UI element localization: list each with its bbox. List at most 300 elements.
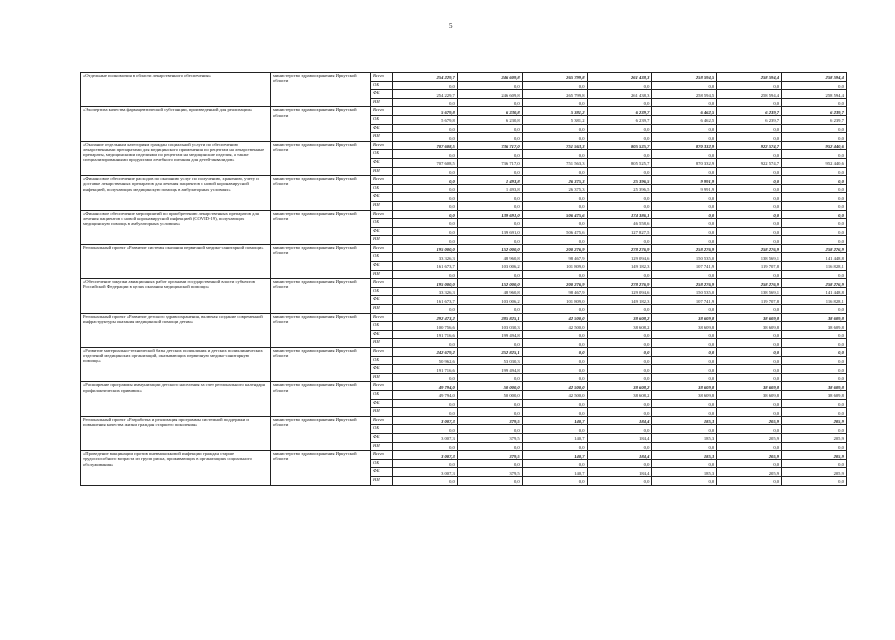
funding-source-label: ОБ [371, 425, 393, 434]
amount-cell: 0,0 [717, 150, 782, 159]
amount-cell: 0,0 [587, 330, 652, 339]
table-row [81, 313, 847, 322]
amount-cell: 0,0 [782, 408, 847, 417]
amount-cell: 0,0 [652, 408, 717, 417]
table-row [81, 451, 847, 460]
executor-name: министерство здравоохранения Иркутской области [271, 244, 371, 278]
amount-cell: 379,5 [457, 433, 522, 442]
amount-cell: 0,0 [393, 459, 458, 468]
amount-cell: 0,0 [782, 167, 847, 176]
amount-cell: 38 608,2 [587, 322, 652, 331]
amount-cell: 0,0 [587, 356, 652, 365]
amount-cell: 0,0 [652, 330, 717, 339]
funding-source-label: Всего [371, 416, 393, 425]
table-row [81, 141, 847, 150]
amount-cell: 0,0 [717, 227, 782, 236]
funding-source-label: ФБ [371, 227, 393, 236]
amount-cell: 38 609,8 [717, 382, 782, 391]
amount-cell: 174 386,1 [587, 210, 652, 219]
amount-cell: 0,0 [522, 459, 587, 468]
amount-cell: 140,7 [522, 416, 587, 425]
amount-cell: 0,0 [393, 184, 458, 193]
amount-cell: 0,0 [717, 459, 782, 468]
amount-cell: 9 991,9 [652, 176, 717, 185]
amount-cell: 185,3 [652, 468, 717, 477]
amount-cell: 0,0 [587, 476, 652, 485]
amount-cell: 258 594,4 [782, 90, 847, 99]
amount-cell: 0,0 [717, 373, 782, 382]
amount-cell: 0,0 [457, 150, 522, 159]
amount-cell: 278 276,9 [587, 279, 652, 288]
funding-source-label: НИ [371, 270, 393, 279]
funding-source-label: Всего [371, 141, 393, 150]
amount-cell: 0,0 [717, 167, 782, 176]
funding-source-label: ФБ [371, 468, 393, 477]
amount-cell: 150 535,0 [652, 253, 717, 262]
funding-source-label: Всего [371, 313, 393, 322]
amount-cell: 0,0 [457, 270, 522, 279]
amount-cell: 25 396,5 [587, 184, 652, 193]
amount-cell: 139 691,0 [457, 210, 522, 219]
amount-cell: 0,0 [522, 81, 587, 90]
amount-cell: 138 569,1 [717, 253, 782, 262]
amount-cell: 0,0 [587, 305, 652, 314]
executor-name: министерство здравоохранения Иркутской области [271, 210, 371, 244]
amount-cell: 0,0 [522, 201, 587, 210]
amount-cell: 736 717,0 [457, 158, 522, 167]
amount-cell: 0,0 [652, 459, 717, 468]
amount-cell: 127 827,5 [587, 227, 652, 236]
funding-source-label: Всего [371, 107, 393, 116]
amount-cell: 0,0 [522, 399, 587, 408]
amount-cell: 0,0 [652, 270, 717, 279]
amount-cell: 0,0 [587, 236, 652, 245]
funding-source-label: ФБ [371, 262, 393, 271]
amount-cell: 0,0 [393, 81, 458, 90]
amount-cell: 185,3 [652, 433, 717, 442]
amount-cell: 0,0 [717, 476, 782, 485]
amount-cell: 736 717,0 [457, 141, 522, 150]
funding-source-label: ФБ [371, 433, 393, 442]
amount-cell: 0,0 [587, 373, 652, 382]
measure-name: «Финансовое обеспечение мероприятий по приобретению лекарственных препаратов для лечения пациентов с новой коронавирусной инфекцией (COVID-19), получающих медицинскую помощь в амбулаторных условиях» [81, 210, 271, 244]
amount-cell: 6 239,7 [717, 115, 782, 124]
amount-cell: 0,0 [717, 442, 782, 451]
amount-cell: 185,3 [652, 416, 717, 425]
amount-cell: 379,5 [457, 468, 522, 477]
amount-cell: 0,0 [522, 98, 587, 107]
measure-name: «Экспертиза качества фармацевтической субстанции, произведенной для реализации» [81, 107, 271, 141]
amount-cell: 0,0 [587, 81, 652, 90]
funding-source-label: НИ [371, 408, 393, 417]
amount-cell: 258 276,9 [782, 244, 847, 253]
amount-cell: 0,0 [652, 219, 717, 228]
amount-cell: 38 608,2 [587, 382, 652, 391]
amount-cell: 0,0 [717, 210, 782, 219]
amount-cell: 258 594,5 [652, 90, 717, 99]
amount-cell: 292 473,2 [393, 313, 458, 322]
amount-cell: 0,0 [522, 236, 587, 245]
amount-cell: 5 679,8 [393, 107, 458, 116]
amount-cell: 33 326,3 [393, 287, 458, 296]
amount-cell: 0,0 [522, 305, 587, 314]
amount-cell: 48 960,8 [457, 287, 522, 296]
table-row [81, 107, 847, 116]
amount-cell: 952 440,6 [782, 141, 847, 150]
amount-cell: 1 493,8 [457, 176, 522, 185]
amount-cell: 0,0 [393, 305, 458, 314]
funding-source-label: НИ [371, 201, 393, 210]
amount-cell: 0,0 [457, 133, 522, 142]
amount-cell: 751 563,3 [522, 158, 587, 167]
amount-cell: 751 563,3 [522, 141, 587, 150]
amount-cell: 0,0 [522, 442, 587, 451]
amount-cell: 184,4 [587, 451, 652, 460]
measure-name: Региональный проект «Развитие детского здравоохранения, включая создание современной инфраструктуры оказания медицинской помощи детям» [81, 313, 271, 347]
amount-cell: 0,0 [587, 408, 652, 417]
amount-cell: 0,0 [782, 373, 847, 382]
amount-cell: 42 500,0 [522, 313, 587, 322]
amount-cell: 0,0 [782, 201, 847, 210]
amount-cell: 0,0 [717, 201, 782, 210]
amount-cell: 141 448,8 [782, 287, 847, 296]
table-row [81, 348, 847, 357]
amount-cell: 0,0 [587, 399, 652, 408]
amount-cell: 0,0 [717, 184, 782, 193]
amount-cell: 1 493,8 [457, 184, 522, 193]
funding-source-label: НИ [371, 133, 393, 142]
page-number: 5 [449, 22, 453, 30]
amount-cell: 258 594,4 [717, 90, 782, 99]
amount-cell: 49 794,0 [393, 390, 458, 399]
amount-cell: 0,0 [522, 133, 587, 142]
amount-cell: 0,0 [393, 408, 458, 417]
amount-cell: 805 525,7 [587, 158, 652, 167]
executor-name: министерство здравоохранения Иркутской области [271, 107, 371, 141]
amount-cell: 0,0 [717, 348, 782, 357]
amount-cell: 149 182,3 [587, 296, 652, 305]
amount-cell: 152 000,0 [457, 279, 522, 288]
funding-source-label: Всего [371, 73, 393, 82]
funding-source-label: ФБ [371, 90, 393, 99]
amount-cell: 0,0 [782, 425, 847, 434]
amount-cell: 0,0 [393, 270, 458, 279]
funding-source-label: НИ [371, 167, 393, 176]
funding-source-label: ОБ [371, 459, 393, 468]
amount-cell: 6 230,8 [457, 115, 522, 124]
amount-cell: 258 594,4 [782, 73, 847, 82]
amount-cell: 42 500,0 [522, 382, 587, 391]
amount-cell: 33 326,3 [393, 253, 458, 262]
amount-cell: 258 594,5 [652, 73, 717, 82]
funding-source-label: ОБ [371, 253, 393, 262]
amount-cell: 0,0 [782, 270, 847, 279]
amount-cell: 805 525,7 [587, 141, 652, 150]
amount-cell: 5 679,8 [393, 115, 458, 124]
amount-cell: 6 239,7 [782, 115, 847, 124]
amount-cell: 184,4 [587, 433, 652, 442]
executor-name: министерство здравоохранения Иркутской области [271, 279, 371, 313]
amount-cell: 42 500,0 [522, 322, 587, 331]
amount-cell: 98 467,9 [522, 253, 587, 262]
amount-cell: 191 716,6 [393, 365, 458, 374]
amount-cell: 0,0 [522, 356, 587, 365]
amount-cell: 0,0 [652, 236, 717, 245]
amount-cell: 205,9 [782, 433, 847, 442]
amount-cell: 0,0 [782, 330, 847, 339]
amount-cell: 0,0 [457, 167, 522, 176]
amount-cell: 185,3 [652, 451, 717, 460]
funding-source-label: НИ [371, 373, 393, 382]
amount-cell: 6 239,7 [587, 107, 652, 116]
amount-cell: 0,0 [782, 176, 847, 185]
amount-cell: 5 381,2 [522, 107, 587, 116]
amount-cell: 0,0 [782, 98, 847, 107]
amount-cell: 199 494,8 [457, 365, 522, 374]
amount-cell: 0,0 [782, 219, 847, 228]
amount-cell: 0,0 [652, 124, 717, 133]
amount-cell: 0,0 [393, 201, 458, 210]
amount-cell: 53 030,3 [457, 356, 522, 365]
amount-cell: 0,0 [522, 193, 587, 202]
executor-name: министерство здравоохранения Иркутской области [271, 451, 371, 485]
amount-cell: 0,0 [782, 184, 847, 193]
amount-cell: 6 239,7 [587, 115, 652, 124]
amount-cell: 119 707,8 [717, 296, 782, 305]
amount-cell: 254 229,7 [393, 90, 458, 99]
amount-cell: 0,0 [522, 348, 587, 357]
amount-cell: 246 609,8 [457, 90, 522, 99]
amount-cell: 205,9 [717, 468, 782, 477]
amount-cell: 26 375,3 [522, 176, 587, 185]
amount-cell: 0,0 [393, 476, 458, 485]
amount-cell: 0,0 [717, 305, 782, 314]
amount-cell: 0,0 [393, 133, 458, 142]
amount-cell: 42 500,0 [522, 390, 587, 399]
amount-cell: 6 230,8 [457, 107, 522, 116]
measure-name: Региональный проект «Развитие системы оказания первичной медико-санитарной помощи» [81, 244, 271, 278]
amount-cell: 100 756,6 [393, 322, 458, 331]
amount-cell: 46 558,6 [587, 219, 652, 228]
amount-cell: 0,0 [587, 348, 652, 357]
amount-cell: 0,0 [457, 476, 522, 485]
funding-source-label: НИ [371, 236, 393, 245]
amount-cell: 6 462,5 [652, 107, 717, 116]
amount-cell: 0,0 [393, 399, 458, 408]
amount-cell: 98 467,9 [522, 287, 587, 296]
amount-cell: 0,0 [652, 227, 717, 236]
executor-name: министерство здравоохранения Иркутской области [271, 176, 371, 210]
amount-cell: 0,0 [587, 365, 652, 374]
amount-cell: 0,0 [782, 227, 847, 236]
funding-source-label: НИ [371, 98, 393, 107]
amount-cell: 0,0 [652, 365, 717, 374]
amount-cell: 0,0 [522, 373, 587, 382]
funding-source-label: ОБ [371, 81, 393, 90]
amount-cell: 0,0 [522, 365, 587, 374]
amount-cell: 0,0 [587, 98, 652, 107]
amount-cell: 0,0 [522, 425, 587, 434]
funding-source-label: ФБ [371, 296, 393, 305]
funding-source-label: НИ [371, 442, 393, 451]
executor-name: министерство здравоохранения Иркутской области [271, 382, 371, 416]
amount-cell: 0,0 [782, 236, 847, 245]
amount-cell: 0,0 [457, 236, 522, 245]
amount-cell: 191 716,6 [393, 330, 458, 339]
amount-cell: 38 609,8 [717, 313, 782, 322]
amount-cell: 116 828,1 [782, 262, 847, 271]
amount-cell: 258 276,9 [717, 279, 782, 288]
amount-cell: 0,0 [717, 339, 782, 348]
amount-cell: 0,0 [652, 399, 717, 408]
amount-cell: 0,0 [587, 124, 652, 133]
amount-cell: 0,0 [522, 124, 587, 133]
amount-cell: 0,0 [587, 201, 652, 210]
funding-source-label: ОБ [371, 322, 393, 331]
amount-cell: 0,0 [652, 210, 717, 219]
amount-cell: 184,4 [587, 416, 652, 425]
executor-name: министерство здравоохранения Иркутской области [271, 73, 371, 107]
amount-cell: 205,9 [782, 416, 847, 425]
funding-source-label: Всего [371, 279, 393, 288]
amount-cell: 200 276,9 [522, 244, 587, 253]
amount-cell: 3 007,3 [393, 468, 458, 477]
funding-source-label: ФБ [371, 399, 393, 408]
amount-cell: 0,0 [717, 365, 782, 374]
executor-name: министерство здравоохранения Иркутской области [271, 141, 371, 175]
amount-cell: 0,0 [522, 270, 587, 279]
amount-cell: 0,0 [782, 459, 847, 468]
amount-cell: 0,0 [717, 356, 782, 365]
amount-cell: 0,0 [457, 305, 522, 314]
amount-cell: 48 960,8 [457, 253, 522, 262]
amount-cell: 0,0 [522, 219, 587, 228]
amount-cell: 140,7 [522, 433, 587, 442]
amount-cell: 26 375,3 [522, 184, 587, 193]
amount-cell: 0,0 [782, 81, 847, 90]
amount-cell: 0,0 [782, 356, 847, 365]
table-row [81, 210, 847, 219]
amount-cell: 38 609,8 [782, 313, 847, 322]
financing-table [80, 72, 847, 486]
funding-source-label: Всего [371, 244, 393, 253]
amount-cell: 0,0 [393, 219, 458, 228]
amount-cell: 0,0 [652, 442, 717, 451]
amount-cell: 0,0 [522, 476, 587, 485]
amount-cell: 25 396,5 [587, 176, 652, 185]
funding-source-label: ФБ [371, 193, 393, 202]
amount-cell: 0,0 [717, 399, 782, 408]
amount-cell: 0,0 [652, 167, 717, 176]
amount-cell: 0,0 [393, 236, 458, 245]
table-row [81, 279, 847, 288]
amount-cell: 0,0 [457, 373, 522, 382]
measure-name: Региональный проект «Разработка и реализация программы системной поддержки и повышения качества жизни граждан старшего поколения» [81, 416, 271, 450]
amount-cell: 205,9 [717, 416, 782, 425]
amount-cell: 0,0 [393, 176, 458, 185]
amount-cell: 278 276,9 [587, 244, 652, 253]
amount-cell: 200 276,9 [522, 279, 587, 288]
amount-cell: 0,0 [717, 133, 782, 142]
amount-cell: 0,0 [522, 408, 587, 417]
amount-cell: 0,0 [782, 133, 847, 142]
amount-cell: 0,0 [652, 356, 717, 365]
amount-cell: 129 094,6 [587, 253, 652, 262]
measure-name: «Расширение программы иммунизации детского населения за счет регионального календаря профилактических прививок» [81, 382, 271, 416]
funding-source-label: ОБ [371, 115, 393, 124]
amount-cell: 0,0 [393, 98, 458, 107]
amount-cell: 0,0 [652, 305, 717, 314]
amount-cell: 0,0 [457, 81, 522, 90]
amount-cell: 0,0 [522, 167, 587, 176]
amount-cell: 922 574,7 [717, 158, 782, 167]
amount-cell: 0,0 [652, 348, 717, 357]
amount-cell: 261 438,3 [587, 90, 652, 99]
funding-source-label: Всего [371, 451, 393, 460]
amount-cell: 0,0 [782, 305, 847, 314]
amount-cell: 6 239,7 [717, 107, 782, 116]
amount-cell: 0,0 [717, 124, 782, 133]
amount-cell: 139 691,0 [457, 227, 522, 236]
amount-cell: 0,0 [782, 442, 847, 451]
funding-source-label: Всего [371, 176, 393, 185]
amount-cell: 0,0 [652, 373, 717, 382]
amount-cell: 150 535,0 [652, 287, 717, 296]
amount-cell: 246 609,8 [457, 73, 522, 82]
amount-cell: 101 809,0 [522, 296, 587, 305]
amount-cell: 0,0 [393, 442, 458, 451]
measure-name: «Проведение вакцинации против пневмококковой инфекции граждан старше трудоспособного возраста из групп риска, проживающих в организациях социального обслуживания» [81, 451, 271, 485]
amount-cell: 0,0 [652, 193, 717, 202]
amount-cell: 258 276,9 [782, 279, 847, 288]
executor-name: министерство здравоохранения Иркутской области [271, 313, 371, 347]
amount-cell: 379,5 [457, 451, 522, 460]
amount-cell: 50 000,0 [457, 382, 522, 391]
amount-cell: 0,0 [652, 476, 717, 485]
amount-cell: 285 825,1 [457, 313, 522, 322]
amount-cell: 265 799,8 [522, 90, 587, 99]
amount-cell: 254 229,7 [393, 73, 458, 82]
amount-cell: 258 276,9 [652, 279, 717, 288]
amount-cell: 0,0 [587, 270, 652, 279]
measure-name: «Развитие материально-технической базы детских поликлиник и детских поликлинических отделений медицинских организаций, оказывающих первичную медико-санитарную помощь» [81, 348, 271, 382]
amount-cell: 707 608,5 [393, 158, 458, 167]
amount-cell: 205,9 [717, 433, 782, 442]
amount-cell: 261 438,3 [587, 73, 652, 82]
amount-cell: 0,0 [782, 124, 847, 133]
amount-cell: 0,0 [652, 150, 717, 159]
amount-cell: 49 794,0 [393, 382, 458, 391]
amount-cell: 138 569,1 [717, 287, 782, 296]
amount-cell: 0,0 [587, 442, 652, 451]
amount-cell: 379,5 [457, 416, 522, 425]
amount-cell: 195 000,0 [393, 244, 458, 253]
amount-cell: 870 332,9 [652, 141, 717, 150]
funding-source-label: ФБ [371, 330, 393, 339]
amount-cell: 0,0 [717, 176, 782, 185]
amount-cell: 6 462,5 [652, 115, 717, 124]
amount-cell: 0,0 [587, 425, 652, 434]
amount-cell: 0,0 [717, 193, 782, 202]
amount-cell: 3 007,3 [393, 416, 458, 425]
amount-cell: 506 475,6 [522, 210, 587, 219]
amount-cell: 0,0 [457, 459, 522, 468]
amount-cell: 0,0 [393, 150, 458, 159]
table-row [81, 416, 847, 425]
amount-cell: 0,0 [652, 339, 717, 348]
measure-name: «Отдельные полномочия в области лекарственного обеспечения» [81, 73, 271, 107]
amount-cell: 0,0 [782, 193, 847, 202]
